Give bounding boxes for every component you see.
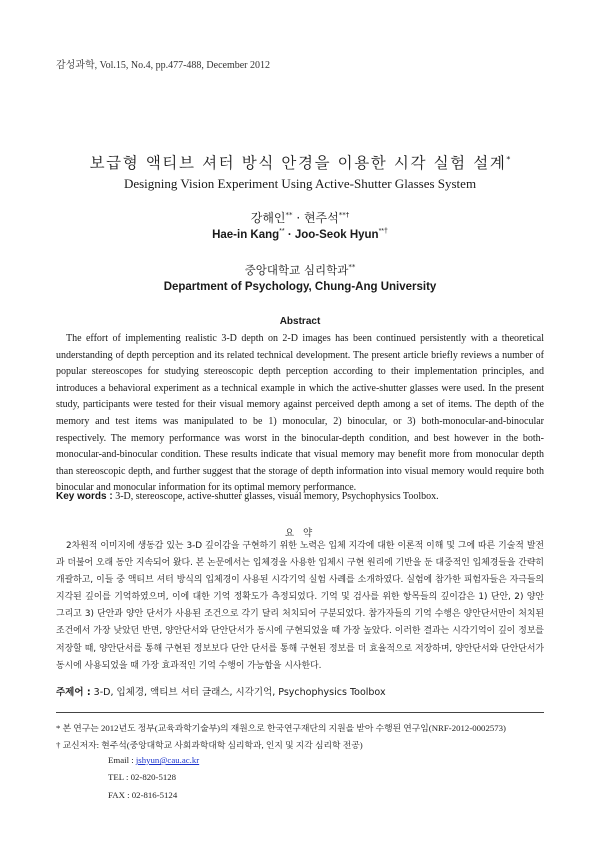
author-separator: · — [292, 211, 304, 225]
corresponding-author-footnote: † 교신저자: 현주석(중앙대학교 사회과학대학 심리학과, 인지 및 지각 심리학 전공) — [56, 740, 363, 750]
korean-keywords — [56, 684, 544, 698]
email-label: Email : — [108, 755, 136, 765]
author-1-korean-mark: ** — [285, 211, 293, 219]
korean-authors — [0, 209, 600, 226]
abstract-heading: Abstract — [279, 316, 321, 327]
korean-affiliation — [0, 262, 600, 278]
email-link[interactable]: jshyun@cau.ac.kr — [135, 755, 200, 765]
footnote-divider — [56, 712, 544, 713]
author-1-english: Hae-in Kang — [212, 228, 280, 241]
english-authors — [0, 228, 600, 241]
keywords-label: Key words : — [56, 491, 113, 502]
contact-tel: TEL : 02-820-5128 — [108, 772, 177, 782]
korean-abstract-heading: 요 약 — [284, 528, 316, 539]
funding-footnote: * 본 연구는 2012년도 정부(교육과학기술부)의 재원으로 한국연구재단의 지원을 받아 수행된 연구임(NRF-2012-0002573) — [56, 723, 506, 733]
abstract-body: The effort of implementing realistic 3-D depth on 2-D images has been continued persistently with a theoretical understanding of depth perception and its related technical development. The present article briefly reviews a number of popular stereoscopes for studying stereoscopic depth perception according to their implementation principles, and introduces a behavioral experiment as a technical example in which the active-shutter glasses were used. In the present study, participants were tested for their visual memory against perceived depth among a set of items. The depth of the memory and test items was manipulated to be 1) monocular, 2) binocular, or 3) both-monocular-and-binocular respectively. The memory performance was worst in the binocular-depth condition, and best however in the both-monocular-and-binocular condition. These results indicate that visual memory may benefit more from monocular depth than stereoscopic depth, and further suggest that the storage of depth information into visual memory would require both binocular and monocular information for its optimal memory performance. — [56, 333, 544, 494]
korean-abstract-body: 2차원적 이미지에 생동감 있는 3-D 깊이감을 구현하기 위한 노력은 입체 지각에 대한 이론적 이해 및 그에 따른 기술적 발전과 더불어 오래 동안 지속되어 왔다. 본 논문에서는 입체경을 사용한 입체시 구현 원리에 기반을 둔 대중적인 입체경들을 간략히 개괄하고, 이들 중 액티브 셔터 방식의 입체경이 사용된 시각기억 실험 사례를 소개하였다. 실험에 참가한 피험자들은 자극들의 지각된 깊이를 기억하였으며, 이에 대한 기억 정확도가 측정되었다. 기억 및 검사를 위한 항목들의 깊이감은 1) 단안, 2) 양안 그리고 3) 단안과 양안 단서가 사용된 조건으로 각기 달리 처치되어 구분되었다. 참가자들의 기억 수행은 양안단서만이 처치된 조건에서 가장 낮았던 반면, 양안단서와 단안단서가 동시에 구현되었을 때 가장 높았다. 이러한 결과는 시각기억이 깊이 정보를 저장할 때, 양안단서를 통해 구현된 정보보다 단안 단서를 통해 구현된 정보를 더 효율적으로 저장하며, 양안단서와 단안단서가 동시에 사용되었을 때 가장 효과적인 기억 수행이 가능함을 시사한다. — [56, 541, 545, 671]
author-2-english: Joo-Seok Hyun — [294, 228, 379, 241]
korean-keywords-label: 주제어 : — [56, 687, 91, 698]
author-1-english-mark: ** — [279, 228, 285, 235]
contact-email — [108, 755, 199, 765]
english-title: Designing Vision Experiment Using Active-Shutter Glasses System — [123, 176, 477, 191]
contact-fax: FAX : 02-816-5124 — [108, 790, 178, 800]
title-footnote-mark: * — [506, 154, 511, 164]
affiliation-mark: ** — [348, 263, 356, 272]
author-2-english-mark: **† — [378, 228, 388, 235]
korean-keywords-text: 3-D, 입체경, 액티브 셔터 글래스, 시각기억, Psychophysics Toolbox — [90, 687, 386, 698]
journal-citation: 감성과학, Vol.15, No.4, pp.477-488, December 2012 — [56, 60, 270, 71]
author-separator-en: · — [284, 228, 295, 241]
korean-affiliation-text: 중앙대학교 심리학과 — [244, 263, 349, 277]
author-2-korean-mark: **† — [338, 211, 350, 219]
english-keywords — [56, 491, 544, 502]
english-affiliation: Department of Psychology, Chung-Ang University — [163, 281, 437, 293]
korean-title-text: 보급형 액티브 셔터 방식 안경을 이용한 시각 실험 설계 — [89, 154, 507, 172]
author-1-korean: 강해인 — [250, 211, 286, 225]
keywords-text: 3-D, stereoscope, active-shutter glasses, visual memory, Psychophysics Toolbox. — [112, 491, 439, 502]
korean-title — [0, 151, 600, 173]
author-2-korean: 현주석 — [303, 211, 339, 225]
